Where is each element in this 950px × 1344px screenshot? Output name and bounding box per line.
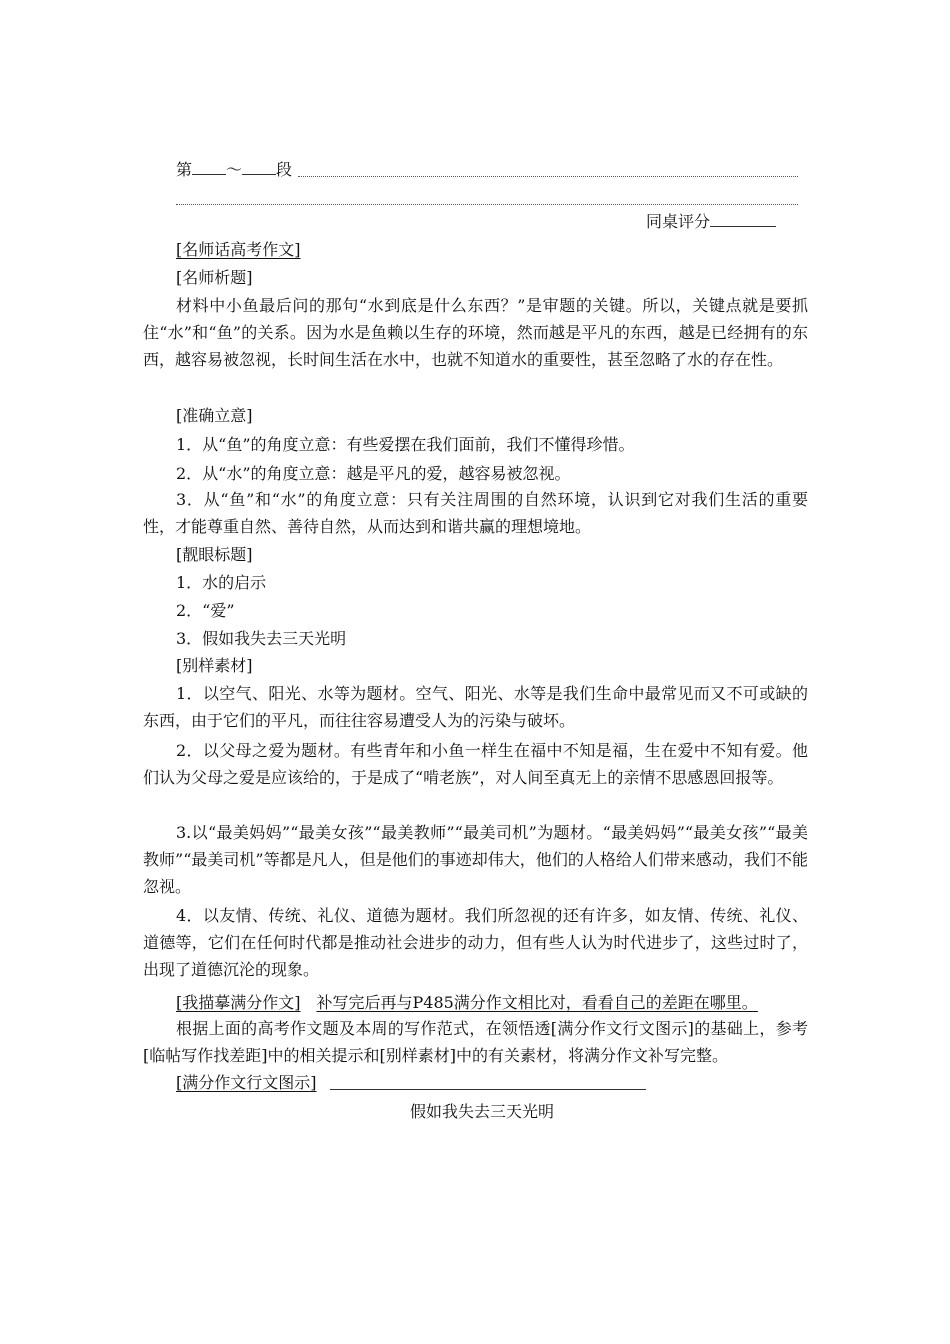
copy-section-label: [我描摹满分作文] [176,993,301,1012]
titles-label: [靓眼标题] [176,545,253,564]
theme-label: [准确立意] [176,406,253,425]
range-start-blank[interactable] [192,160,226,175]
diagram-label: [满分作文行文图示] [176,1073,317,1092]
materials-label: [别样素材] [176,656,253,675]
material-item: 3.以“最美妈妈”“最美女孩”“最美教师”“最美司机”为题材。“最美妈妈”“最美女孩”“最美教师”“最美司机”等都是凡人，但是他们的事迹却伟大，他们的人格给人们带来感动，我们不能忽视。 [143,823,808,896]
section-header: [名师话高考作文] [176,240,301,259]
material-item: 1．以空气、阳光、水等为题材。空气、阳光、水等是我们生命中最常见而又不可或缺的东西，由于它们的平凡，而往往容易遭受人为的污染与破坏。 [143,684,808,730]
theme-item: 2．从“水”的角度立意：越是平凡的爱，越容易被忽视。 [176,464,571,483]
diagram-label-underline [330,1089,646,1090]
title-item: 1．水的启示 [176,573,267,592]
analysis-label: [名师析题] [176,268,253,287]
theme-item: 3．从“鱼”和“水”的角度立意：只有关注周围的自然环境，认识到它对我们生活的重要性，才能尊重自然、善待自然，从而达到和谐共赢的理想境地。 [143,490,808,536]
answer-line-2[interactable] [176,204,798,205]
answer-line-1[interactable] [298,176,798,177]
peer-score-blank[interactable] [710,212,776,227]
title-item: 3．假如我失去三天光明 [176,629,347,648]
paragraph-range-line: 第 ～ 段 [176,160,293,179]
essay-title: 假如我失去三天光明 [410,1102,555,1121]
copy-section-header [176,993,758,1013]
theme-item: 1．从“鱼”的角度立意：有些爱摆在我们面前，我们不懂得珍惜。 [176,435,635,454]
material-item: 2．以父母之爱为题材。有些青年和小鱼一样生在福中不知是福，生在爱中不知有爱。他们认为父母之爱是应该给的，于是成了“啃老族”，对人间至真无上的亲情不思感恩回报等。 [143,741,808,787]
material-item: 4．以友情、传统、礼仪、道德为题材。我们所忽视的还有许多，如友情、传统、礼仪、道德等，它们在任何时代都是推动社会进步的动力，但有些人认为时代进步了，这些过时了，出现了道德沉沦的现象。 [143,906,808,979]
copy-section-note: 补写完后再与P485满分作文相比对，看看自己的差距在哪里。 [316,993,758,1012]
diagram-label-line [176,1073,317,1093]
range-end-blank[interactable] [242,160,276,175]
copy-section-text: 根据上面的高考作文题及本周的写作范式，在领悟透[满分作文行文图示]的基础上，参考[临帖写作找差距]中的相关提示和[别样素材]中的有关素材，将满分作文补写完整。 [143,1019,808,1065]
peer-score: 同桌评分 [646,212,776,232]
title-item: 2．“爱” [176,601,235,620]
analysis-text: 材料中小鱼最后问的那句“水到底是什么东西？”是审题的关键。所以，关键点就是要抓住“水”和“鱼”的关系。因为水是鱼赖以生存的环境，然而越是平凡的东西，越是已经拥有的东西，越容易被忽视，长时间生活在水中，也就不知道水的重要性，甚至忽略了水的存在性。 [143,296,808,369]
